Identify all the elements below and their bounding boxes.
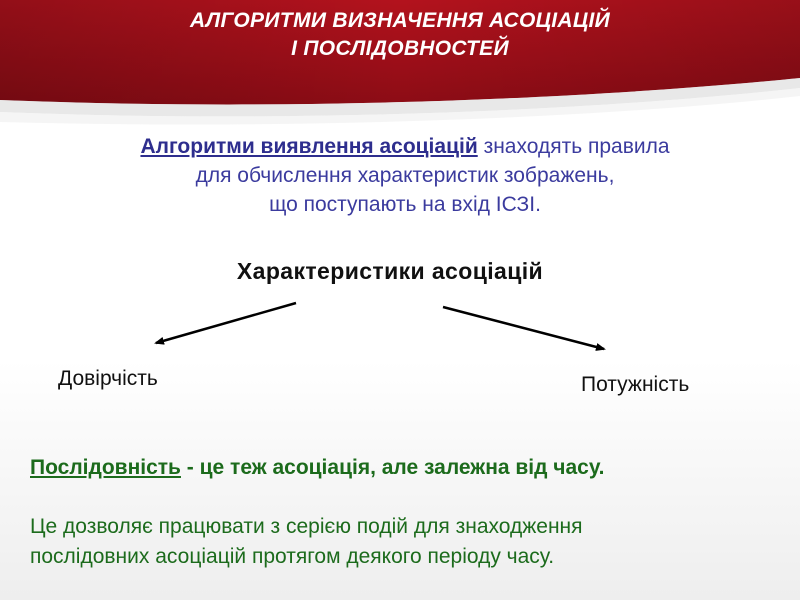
arrow-left [156, 303, 296, 343]
sequence-term: Послідовність [30, 456, 181, 479]
sequence-description-line-2: послідовних асоціацій протягом деякого періоду часу. [30, 545, 555, 568]
page-title-line-2: І ПОСЛІДОВНОСТЕЙ [291, 37, 509, 60]
sequence-description [30, 512, 770, 572]
intro-highlight-term: Алгоритми виявлення асоціацій [140, 135, 478, 158]
sequence-description-line-1: Це дозволяє працювати з серією подій для знаходження [30, 515, 583, 538]
characteristics-heading: Характеристики асоціацій [236, 258, 544, 284]
characteristic-confidence: Довірчість [58, 367, 158, 390]
intro-line-3: що поступають на вхід ІСЗІ. [269, 193, 541, 216]
arrow-right [443, 307, 604, 349]
sequence-definition-text: - це теж асоціація, але залежна від часу. [180, 456, 605, 479]
sequence-definition [30, 456, 790, 480]
characteristic-support: Потужність [581, 373, 690, 396]
page-title-line-1: АЛГОРИТМИ ВИЗНАЧЕННЯ АСОЦІАЦІЙ [190, 9, 610, 32]
intro-line-2: для обчислення характеристик зображень, [195, 164, 615, 187]
intro-line-1-rest: знаходять правила [477, 135, 670, 158]
